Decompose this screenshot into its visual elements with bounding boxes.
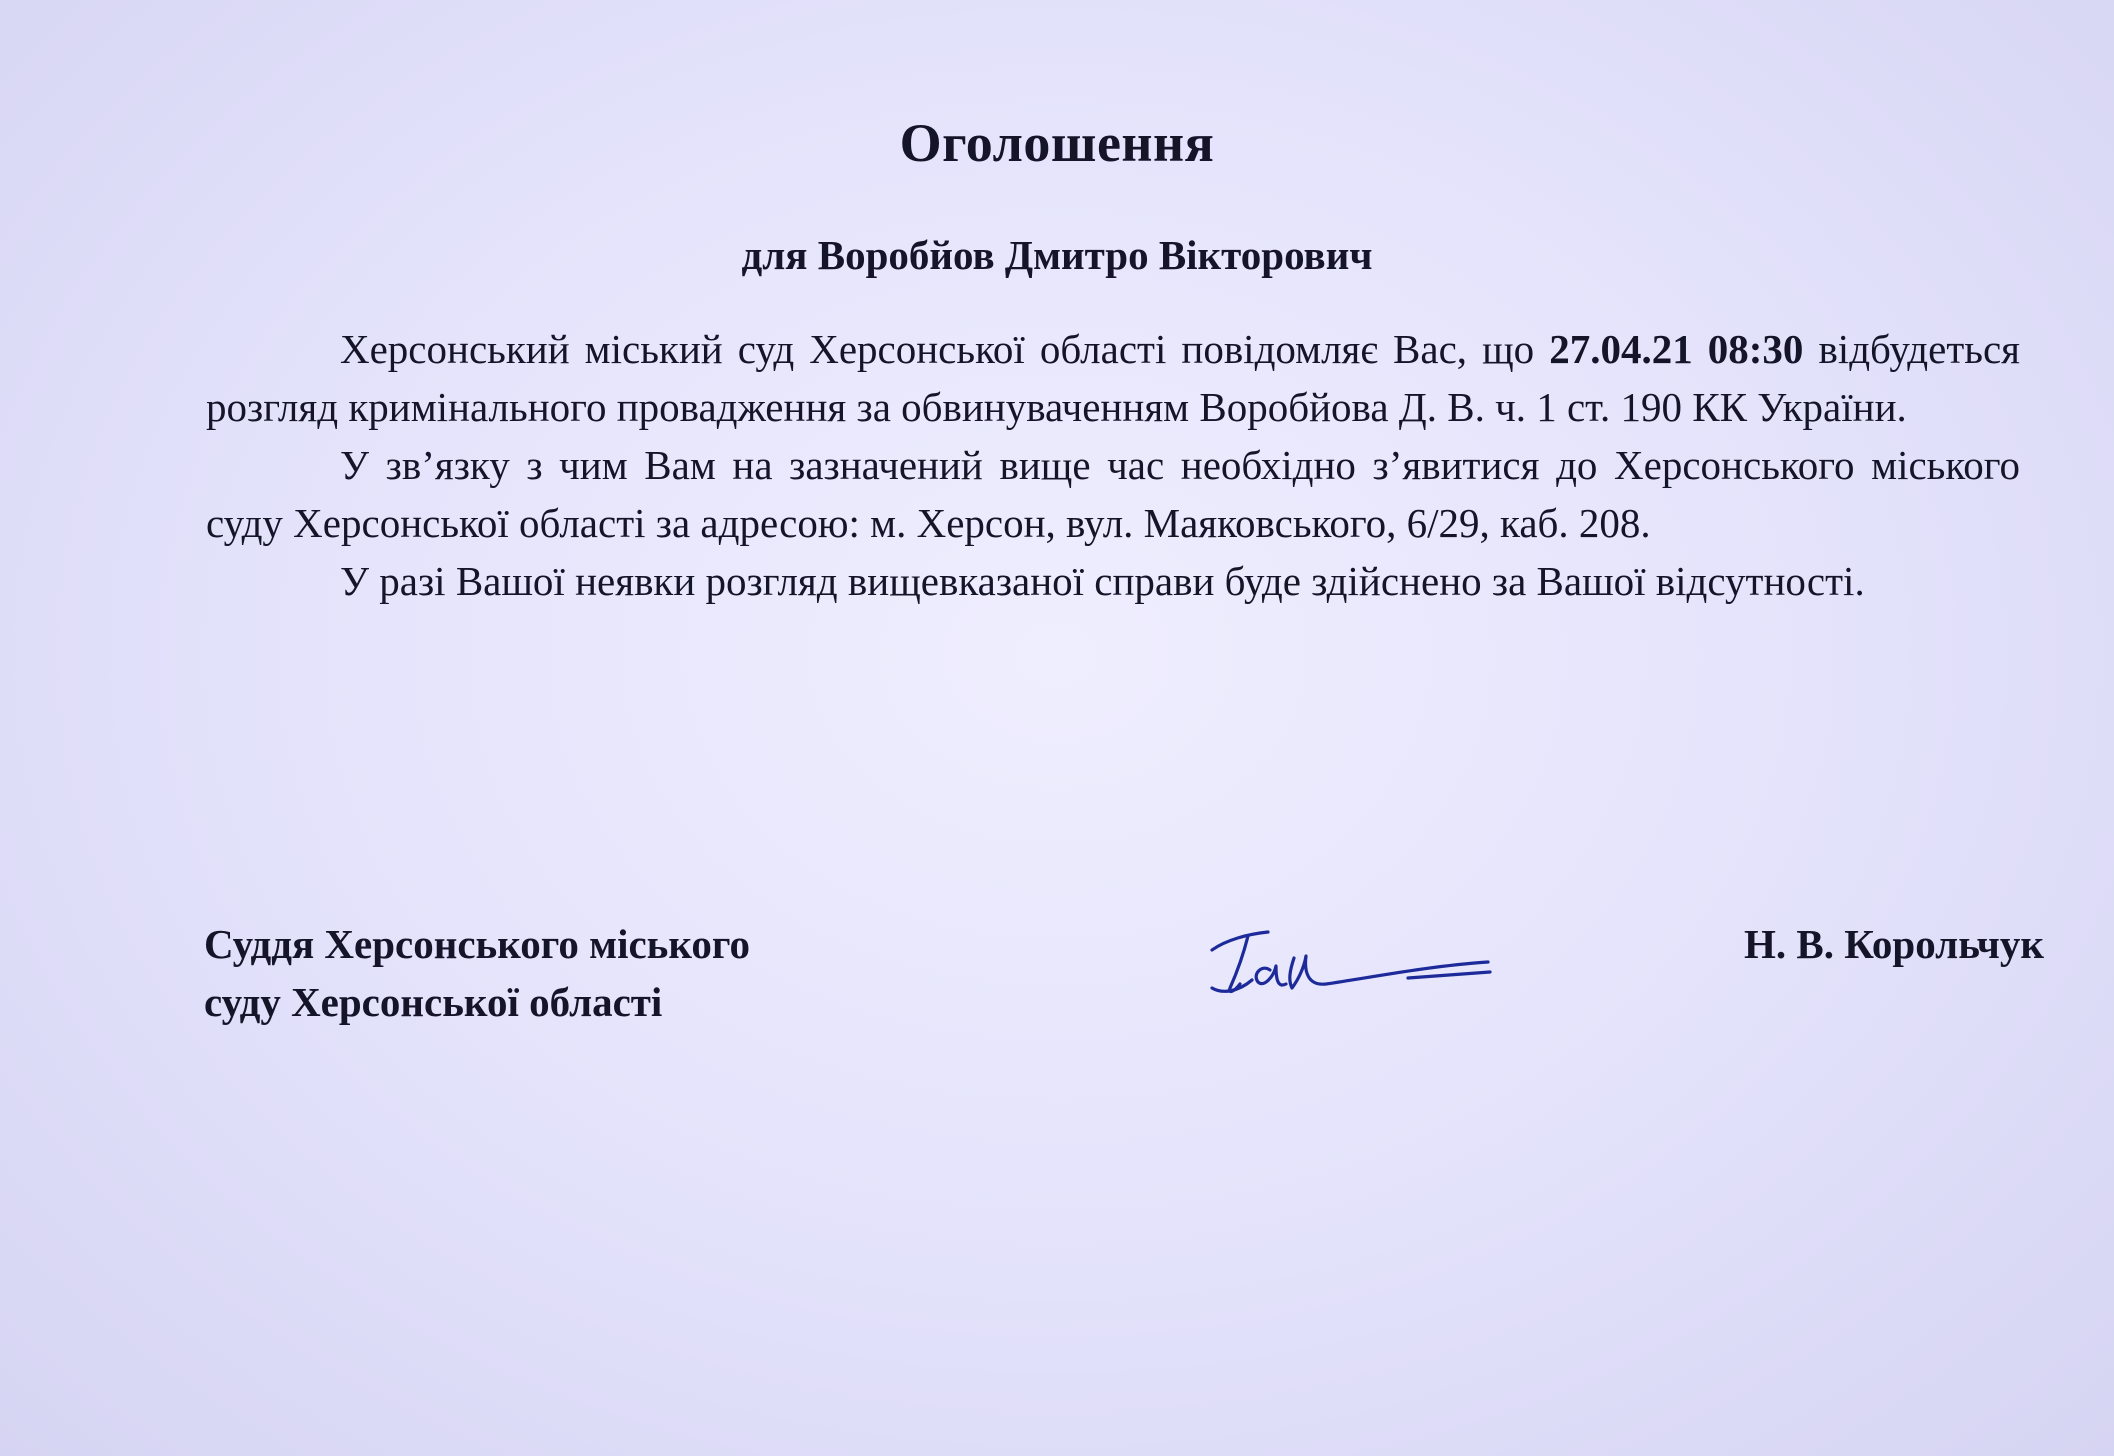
judge-name: Н. В. Корольчук — [1744, 921, 2044, 967]
judge-position-line1: Суддя Херсонського міського — [204, 921, 751, 967]
hearing-datetime: 27.04.21 08:30 — [1549, 326, 1804, 372]
hearing-text-before: Херсонський міський суд Херсонської області повідомляє Вас, що — [340, 326, 1550, 372]
judge-position-line2: суду Херсонської області — [204, 979, 663, 1025]
notice-title: Оголошення — [899, 113, 1215, 173]
notice-body — [206, 320, 2020, 610]
notice-addressee: для Воробйов Дмитро Вікторович — [741, 232, 1373, 278]
handwritten-signature — [1208, 918, 1493, 1018]
judge-position — [204, 915, 750, 1031]
hearing-text-after: відбудеться розгляд кримінального провадження за обвинуваченням Воробйова Д. В. ч. 1 ст. 190 КК України. — [206, 326, 2021, 430]
notice-paragraph-hearing — [206, 320, 2020, 436]
notice-paragraph-absence: У разі Вашої неявки розгляд вищевказаної справи буде здійснено за Вашої відсутності. — [340, 558, 1865, 604]
notice-paragraph-appearance: У зв’язку з чим Вам на зазначений вище час необхідно з’явитися до Херсонського міського суду Херсонської області за адресою: м. Херсон, вул. Маяковського, 6/29, каб. 208. — [206, 442, 2020, 546]
